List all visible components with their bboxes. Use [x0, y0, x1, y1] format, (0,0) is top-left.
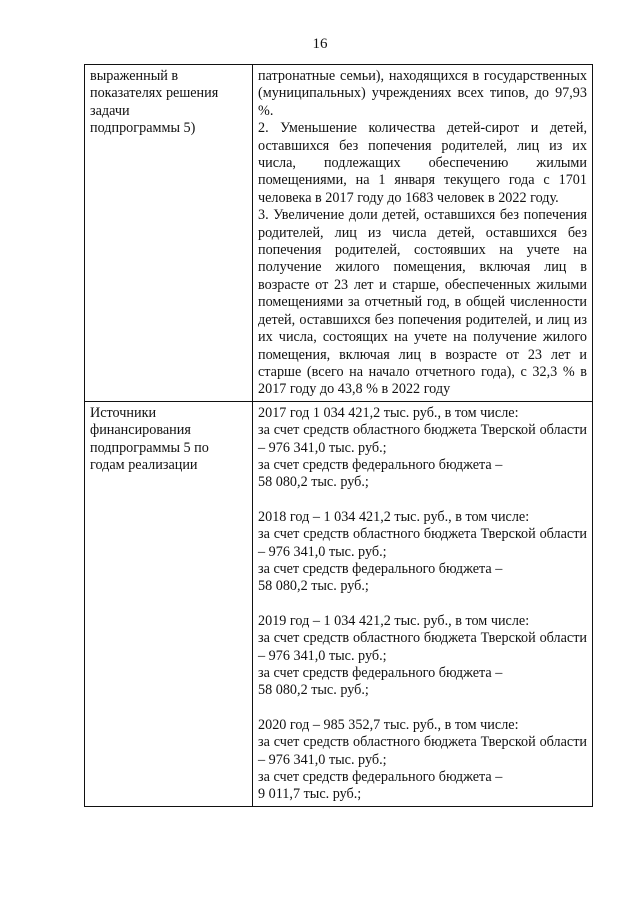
federal-budget-value: 9 011,7 тыс. руб.;	[258, 786, 362, 803]
row-label-line: подпрограммы 5 по	[90, 439, 209, 456]
row-label-line: показателях решения	[90, 85, 219, 102]
row-content-cell	[253, 65, 593, 402]
row-label-line: годам реализации	[90, 456, 198, 473]
indicator-paragraph: 3. Увеличение доли детей, оставшихся без попечения родителей, лиц из числа детей, оставшихся без попечения родителей, состоявших на учете на получение жилого помещения, включая лиц в возрасте от 23 лет и старше, обеспеченных жилыми помещениями за отчетный год, в общей численности детей, оставшихся без попечения родителей, и лиц из их числа, состоящих на учете на получение жилого помещения, включая лиц в возрасте от 23 лет и старше (всего на начало отчетного года), с 32,3 % в 2017 году до 43,8 % в 2022 году	[258, 207, 587, 398]
row-label-line: выраженный в	[90, 68, 179, 84]
federal-budget-line: за счет средств федерального бюджета –	[258, 665, 503, 681]
year-total: 2019 год – 1 034 421,2 тыс. руб., в том числе:	[258, 612, 530, 629]
passport-table	[84, 64, 593, 807]
row-label-cell	[85, 401, 253, 806]
funding-year-block	[258, 509, 587, 596]
regional-budget-line: за счет средств областного бюджета Тверской области – 976 341,0 тыс. руб.;	[258, 526, 587, 560]
indicator-paragraph: патронатные семьи), находящихся в государственных (муниципальных) учреждениях всех типов, до 97,93 %.	[258, 68, 587, 119]
row-label-cell	[85, 65, 253, 402]
funding-year-block	[258, 405, 587, 492]
funding-year-block	[258, 613, 587, 700]
year-total: 2017 год 1 034 421,2 тыс. руб., в том числе:	[258, 404, 519, 421]
row-label-line: Источники	[90, 404, 157, 421]
regional-budget-line: за счет средств областного бюджета Тверской области – 976 341,0 тыс. руб.;	[258, 630, 587, 664]
federal-budget-value: 58 080,2 тыс. руб.;	[258, 682, 369, 699]
year-total: 2018 год – 1 034 421,2 тыс. руб., в том числе:	[258, 508, 530, 525]
regional-budget-line: за счет средств областного бюджета Тверской области – 976 341,0 тыс. руб.;	[258, 422, 587, 456]
funding-year-block	[258, 717, 587, 804]
federal-budget-value: 58 080,2 тыс. руб.;	[258, 474, 369, 491]
federal-budget-line: за счет средств федерального бюджета –	[258, 560, 503, 577]
year-total: 2020 год – 985 352,7 тыс. руб., в том числе:	[258, 716, 519, 733]
regional-budget-line: за счет средств областного бюджета Тверской области – 976 341,0 тыс. руб.;	[258, 734, 587, 768]
table-row-funding-sources	[85, 401, 593, 806]
row-label-line: финансирования	[90, 422, 191, 439]
table-row-expected-results	[85, 65, 593, 402]
federal-budget-line: за счет средств федерального бюджета –	[258, 456, 503, 473]
row-label-line: задачи	[90, 102, 130, 119]
row-content-cell	[253, 401, 593, 806]
federal-budget-value: 58 080,2 тыс. руб.;	[258, 578, 369, 595]
federal-budget-line: за счет средств федерального бюджета –	[258, 769, 503, 786]
indicator-paragraph: 2. Уменьшение количества детей-сирот и детей, оставшихся без попечения родителей, лиц из их числа, подлежащих обеспечению жилыми помещениями, на 1 января текущего года с 1701 человека в 2017 году до 1683 человек в 2022 году.	[258, 120, 587, 206]
row-label-line: подпрограммы 5)	[90, 120, 196, 137]
page-number: 16	[312, 36, 328, 52]
